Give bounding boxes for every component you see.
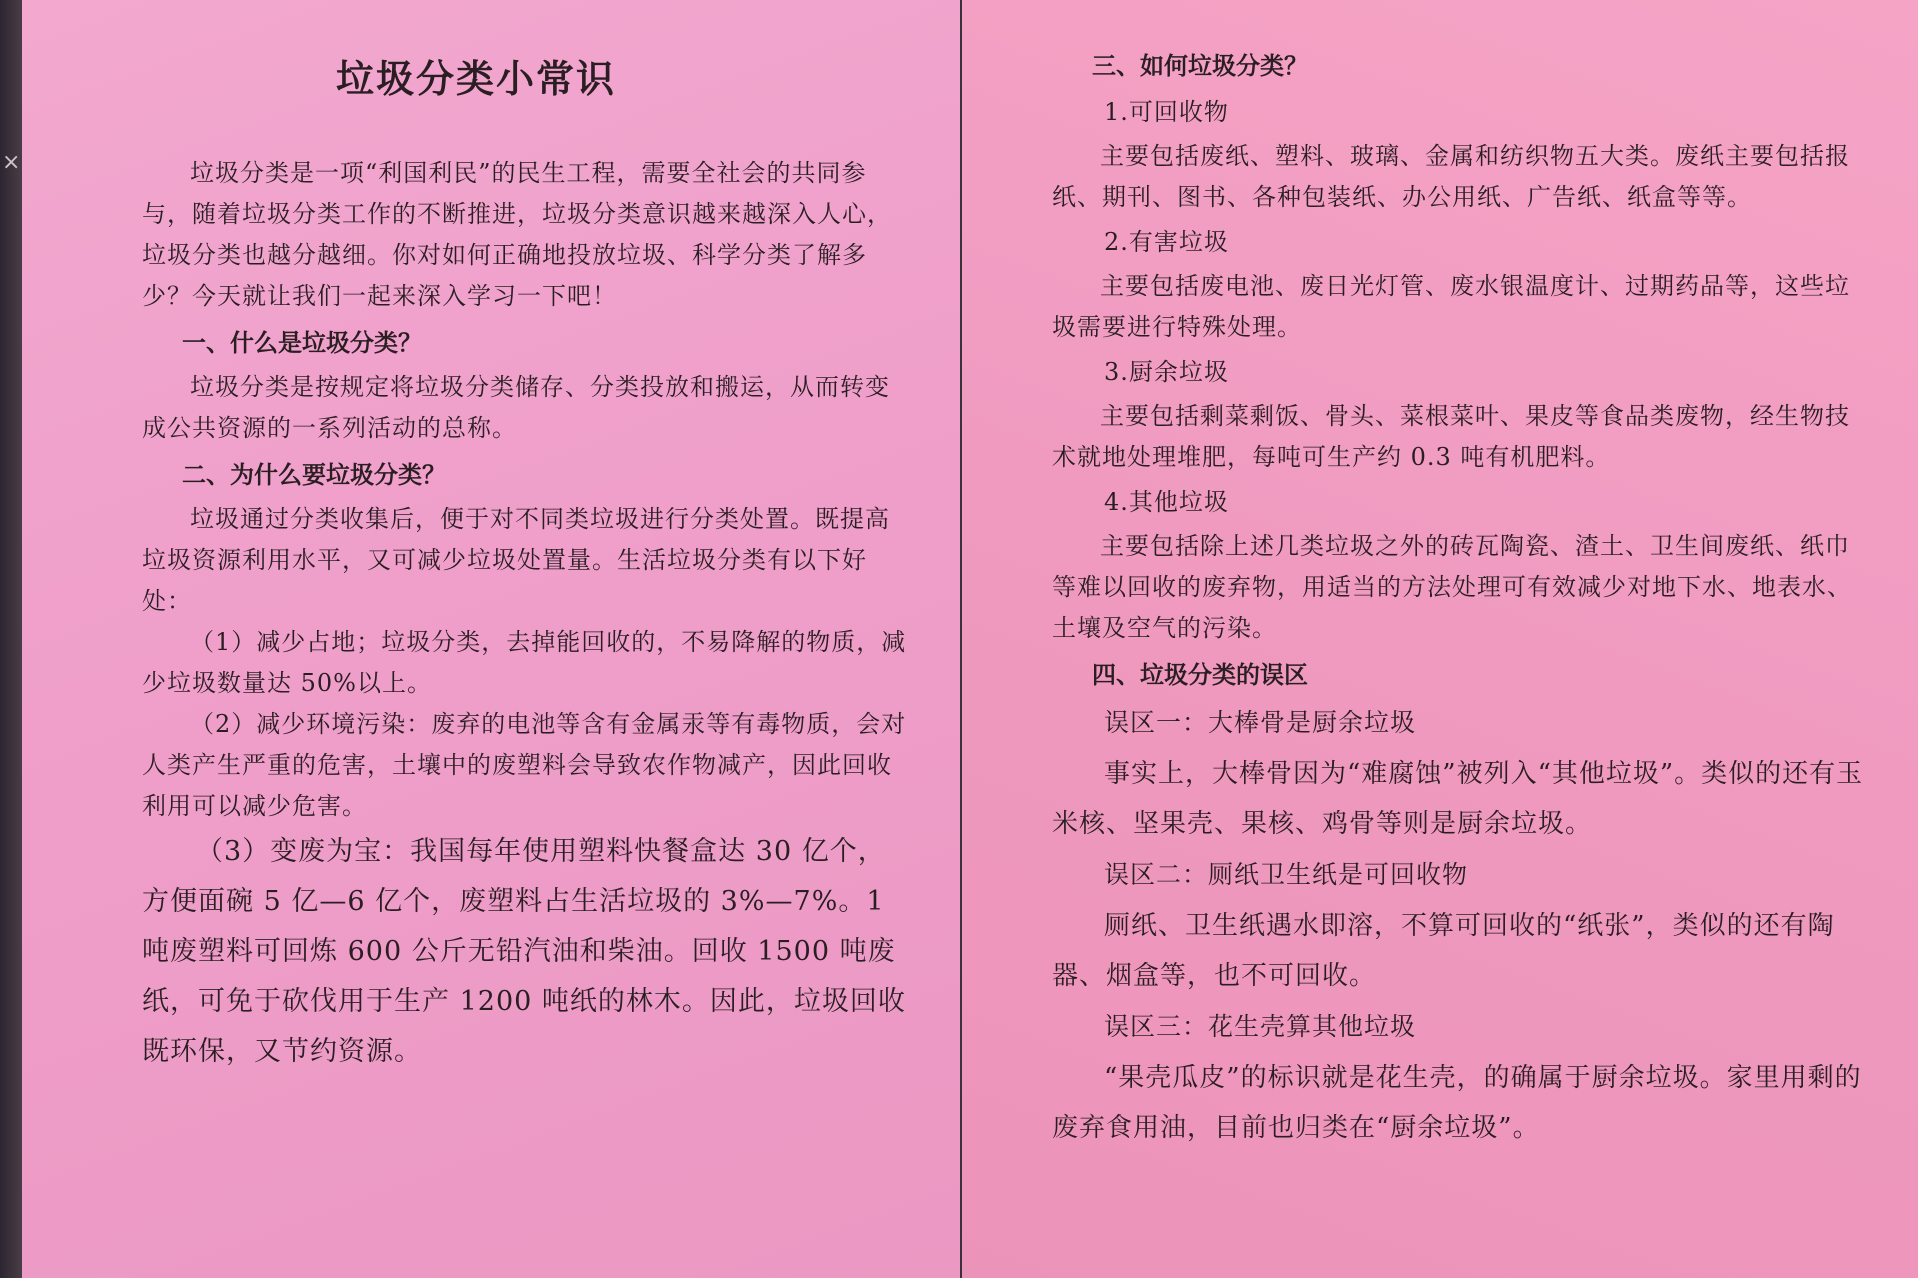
section-4-heading: 四、垃圾分类的误区 bbox=[1092, 661, 1308, 689]
category-2-title: 2.有害垃圾 bbox=[1104, 228, 1229, 256]
myths-block bbox=[1052, 699, 1888, 1153]
right-page bbox=[962, 0, 1918, 1278]
section-1-heading: 一、什么是垃圾分类？ bbox=[182, 329, 422, 357]
myth-2-text: 厕纸、卫生纸遇水即溶，不算可回收的“纸张”，类似的还有陶器、烟盒等，也不可回收。 bbox=[1052, 911, 1835, 991]
category-3-title: 3.厨余垃圾 bbox=[1104, 358, 1229, 386]
category-3-text: 主要包括剩菜剩饭、骨头、菜根菜叶、果皮等食品类废物，经生物技术就地处理堆肥，每吨可生产约 0.3 吨有机肥料。 bbox=[1052, 402, 1850, 471]
benefit-2: （2）减少环境污染：废弃的电池等含有金属汞等有毒物质，会对人类产生严重的危害，土壤中的废塑料会导致农作物减产，因此回收利用可以减少危害。 bbox=[142, 710, 907, 820]
category-4-title: 4.其他垃圾 bbox=[1104, 488, 1229, 516]
section-1-text: 垃圾分类是按规定将垃圾分类储存、分类投放和搬运，从而转变成公共资源的一系列活动的总称。 bbox=[142, 373, 890, 442]
category-2-text: 主要包括废电池、废日光灯管、废水银温度计、过期药品等，这些垃圾需要进行特殊处理。 bbox=[1052, 272, 1850, 341]
left-page bbox=[22, 0, 960, 1278]
section-2-text: 垃圾通过分类收集后，便于对不同类垃圾进行分类处置。既提高垃圾资源利用水平，又可减少垃圾处置量。生活垃圾分类有以下好处： bbox=[142, 505, 890, 615]
category-1-text: 主要包括废纸、塑料、玻璃、金属和纺织物五大类。废纸主要包括报纸、期刊、图书、各种包装纸、办公用纸、广告纸、纸盒等等。 bbox=[1052, 142, 1850, 211]
benefit-3: （3）变废为宝：我国每年使用塑料快餐盒达 30 亿个，方便面碗 5 亿—6 亿个，废塑料占生活垃圾的 3%—7%。1吨废塑料可回炼 600 公斤无铅汽油和柴油。回收 1500 吨废纸，可免于砍伐用于生产 1200 吨纸的林木。因此，垃圾回收既环保，又节约资源。 bbox=[142, 836, 906, 1067]
right-body bbox=[1052, 44, 1888, 1153]
left-body bbox=[142, 153, 920, 1077]
myth-3-title: 误区三：花生壳算其他垃圾 bbox=[1104, 1012, 1417, 1041]
myth-1-title: 误区一：大棒骨是厨余垃圾 bbox=[1104, 708, 1417, 737]
close-mark-icon: × bbox=[2, 150, 21, 175]
myth-2-title: 误区二：厕纸卫生纸是可回收物 bbox=[1104, 860, 1469, 889]
myth-3-text: “果壳瓜皮”的标识就是花生壳，的确属于厨余垃圾。家里用剩的废弃食用油，目前也归类在“厨余垃圾”。 bbox=[1052, 1063, 1862, 1143]
section-2-heading: 二、为什么要垃圾分类？ bbox=[182, 461, 446, 489]
category-1-title: 1.可回收物 bbox=[1104, 98, 1229, 126]
intro-paragraph: 垃圾分类是一项“利国利民”的民生工程，需要全社会的共同参与，随着垃圾分类工作的不断推进，垃圾分类意识越来越深入人心，垃圾分类也越分越细。你对如何正确地投放垃圾、科学分类了解多少？今天就让我们一起来深入学习一下吧！ bbox=[142, 159, 892, 310]
myth-1-text: 事实上，大棒骨因为“难腐蚀”被列入“其他垃圾”。类似的还有玉米核、坚果壳、果核、鸡骨等则是厨余垃圾。 bbox=[1052, 759, 1864, 839]
document-title: 垃圾分类小常识 bbox=[335, 57, 616, 101]
desk-edge bbox=[0, 0, 22, 1278]
benefit-1: （1）减少占地；垃圾分类，去掉能回收的，不易降解的物质，减少垃圾数量达 50%以上。 bbox=[142, 628, 907, 697]
category-4-text: 主要包括除上述几类垃圾之外的砖瓦陶瓷、渣土、卫生间废纸、纸巾等难以回收的废弃物，用适当的方法处理可有效减少对地下水、地表水、土壤及空气的污染。 bbox=[1052, 532, 1852, 642]
section-3-heading: 三、如何垃圾分类？ bbox=[1092, 52, 1308, 80]
